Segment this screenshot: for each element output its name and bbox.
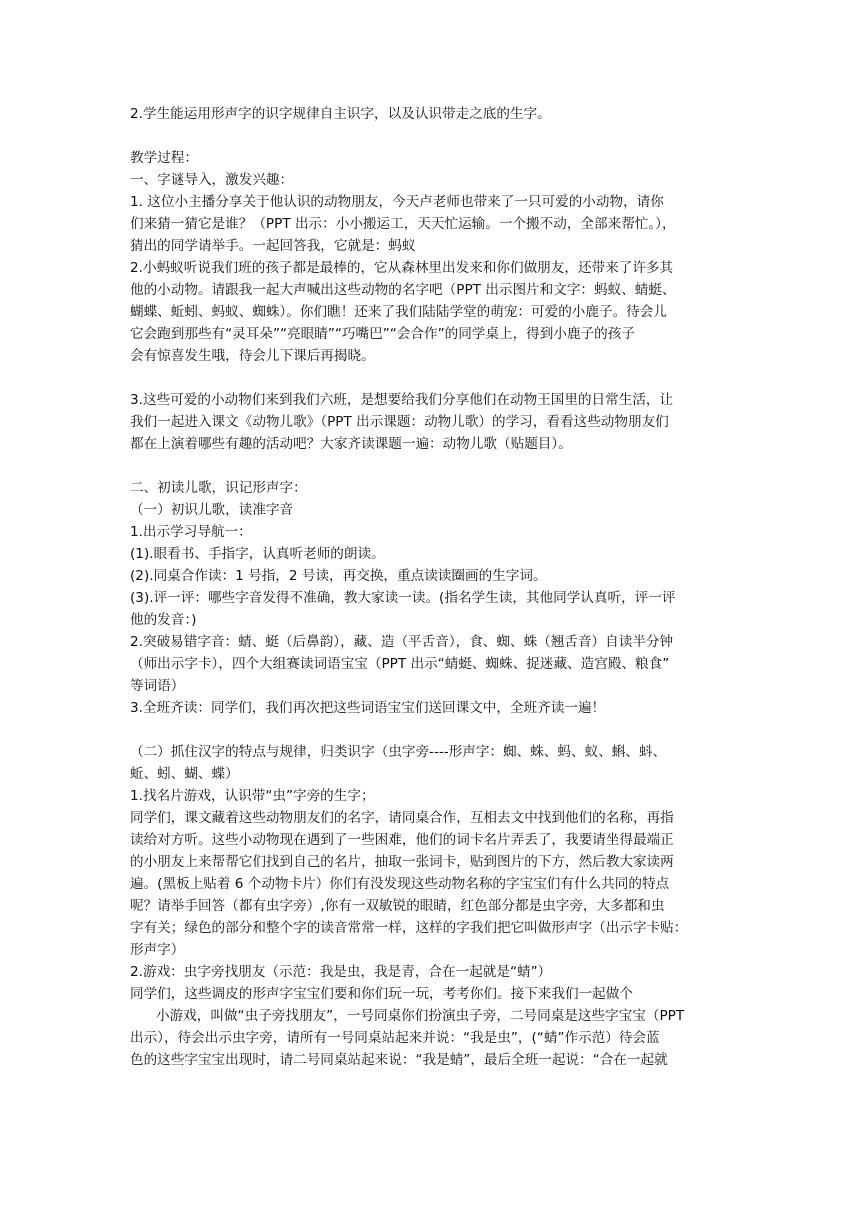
text-line: 1.找名片游戏，认识带“虫”字旁的生字；: [130, 788, 375, 804]
text-line: 会有惊喜发生哦，待会儿下课后再揭晓。: [130, 348, 375, 364]
text-line: 他的发音：): [130, 612, 197, 628]
blank-line: [130, 125, 740, 147]
text-line: 都在上演着哪些有趣的活动吧？大家齐读课题一遍：动物儿歌（贴题目）。: [130, 436, 572, 452]
text-line: 的小朋友上来帮帮它们找到自己的名片，抽取一张词卡，贴到图片的下方，然后教大家读两: [130, 854, 674, 870]
text-line: 出示），待会出示虫字旁，请所有一号同桌站起来并说：“我是虫”，(“蜻”作示范）待会蓝: [130, 1030, 660, 1046]
text-line: 他的小动物。请跟我一起大声喊出这些动物的名字吧（PPT 出示图片和文字：蚂蚁、蜻蜓、: [130, 282, 676, 298]
text-line: 它会跑到那些有“灵耳朵”“亮眼睛”“巧嘴巴”“会合作”的同学桌上，得到小鹿子的孩子: [130, 326, 635, 342]
text-line: 3.全班齐读：同学们，我们再次把这些词语宝宝们送回课文中，全班齐读一遍！: [130, 700, 606, 716]
objective-line: 2.学生能运用形声字的识字规律自主识字，以及认识带走之底的生字。: [130, 106, 551, 122]
text-line: 蚯、蚓、蝴、蝶）: [130, 766, 239, 782]
blank-line: [130, 367, 740, 389]
text-line: 等词语）: [130, 678, 185, 694]
blank-line: [130, 719, 740, 741]
text-line: 2.小蚂蚁听说我们班的孩子都是最棒的，它从森林里出发来和你们做朋友，还带来了许多其: [130, 260, 674, 276]
text-line: 读给对方听。这些小动物现在遇到了一些困难，他们的词卡名片弄丢了，我要请坐得最端正: [130, 832, 674, 848]
text-line: 呢？请举手回答（都有虫字旁）,你有一双敏锐的眼睛，红色部分都是虫字旁，大多都和虫: [130, 898, 665, 914]
text-line: [130, 1071, 740, 1093]
blank-line: [130, 455, 740, 477]
text-line: (1).眼看书、手指字，认真听老师的朗读。: [130, 546, 385, 562]
subsection-heading: （一）初识儿歌，读准字音: [130, 502, 294, 518]
text-line: 同学们，这些调皮的形声字宝宝们要和你们玩一玩，考考你们。接下来我们一起做个: [130, 986, 633, 1002]
text-line: 2.游戏：虫字旁找朋友（示范：我是虫，我是青，合在一起就是“蜻”）: [130, 964, 552, 980]
text-line: (2).同桌合作读：1 号指，2 号读，再交换，重点读读圈画的生字词。: [130, 568, 547, 584]
text-line: （师出示字卡），四个大组赛读词语宝宝（PPT 出示“蜻蜓、蜘蛛、捉迷藏、造宫殿、粮食”: [130, 656, 670, 672]
text-line: 1.出示学习导航一：: [130, 524, 252, 540]
text-line: 2.突破易错字音：蜻、蜓（后鼻韵），藏、造（平舌音），食、蜘、蛛（翘舌音）自读半分钟: [130, 634, 674, 650]
text-line: 猜出的同学请举手。一起回答我，它就是：蚂蚁: [130, 238, 416, 254]
text-line: 3.这些可爱的小动物们来到我们六班，是想要给我们分享他们在动物王国里的日常生活，让: [130, 392, 674, 408]
section-heading: 一、字谜导入，激发兴趣：: [130, 172, 294, 188]
text-line: 字有关；绿色的部分和整个字的读音常常一样，这样的字我们把它叫做形声字（出示字卡贴：: [130, 920, 688, 936]
section-heading: 教学过程：: [130, 150, 198, 166]
section-heading: 二、初读儿歌，识记形声字：: [130, 480, 307, 496]
text-line: 遍。(黑板上贴着 6 个动物卡片）你们有没发现这些动物名称的字宝宝们有什么共同的特点: [130, 876, 670, 892]
text-line: 形声字）: [130, 942, 185, 958]
text-line: 小游戏，叫做“虫子旁找朋友”，一号同桌你们扮演虫子旁，二号同桌是这些字宝宝（PPT: [156, 1008, 685, 1024]
text-line: 蝴蝶、蚯蚓、蚂蚁、蜘蛛）。你们瞧！还来了我们陆陆学堂的萌宠：可爱的小鹿子。待会儿: [130, 304, 667, 320]
subsection-heading: （二）抓住汉字的特点与规律，归类识字（虫字旁----形声字：蜘、蛛、蚂、蚁、蝌、蚪、: [130, 744, 667, 760]
text-line: 们来猜一猜它是谁？（PPT 出示：小小搬运工，天天忙运输。一个搬不动，全部来帮忙。），: [130, 216, 676, 232]
text-line: 色的这些字宝宝出现时，请二号同桌站起来说：“我是蜻”，最后全班一起说：“合在一起就: [130, 1052, 668, 1068]
text-line: 我们一起进入课文《动物儿歌》（PPT 出示课题：动物儿歌）的学习，看看这些动物朋友们: [130, 414, 669, 430]
text-line: (3).评一评：哪些字音发得不准确，教大家读一读。(指名学生读，其他同学认真听，评一评: [130, 590, 676, 606]
text-line: 同学们，课文藏着这些动物朋友们的名字，请同桌合作，互相去文中找到他们的名称，再指: [130, 810, 674, 826]
text-line: 1. 这位小主播分享关于他认识的动物朋友，今天卢老师也带来了一只可爱的小动物，请你: [130, 194, 664, 210]
document-page: [130, 103, 740, 1093]
